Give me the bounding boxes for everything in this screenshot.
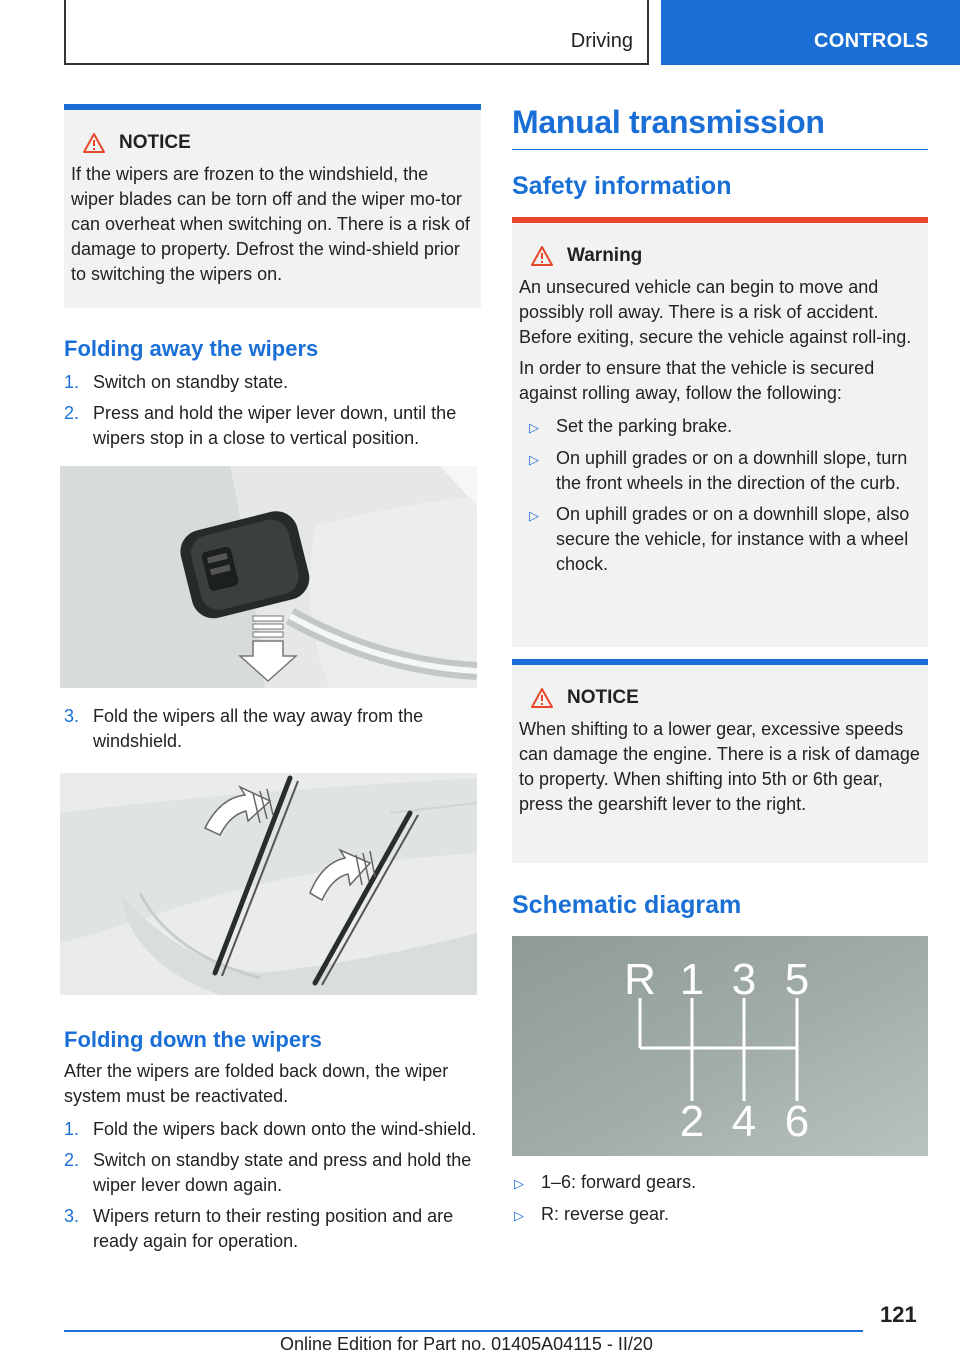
footer-edition: Online Edition for Part no. 01405A04115 - II/20 (280, 1334, 653, 1354)
gear-label-3: 3 (731, 955, 757, 1004)
right-column (512, 104, 928, 1234)
folding-down-intro: After the wipers are folded back down, the wiper system must be reactivated. (64, 1061, 449, 1106)
notice-title: NOTICE (519, 687, 920, 709)
notice-title: NOTICE (71, 132, 473, 154)
list-item: 3. Wipers return to their resting position and are ready again for operation. (64, 1206, 454, 1251)
list-item: 2. Press and hold the wiper lever down, until the wipers stop in a close to vertical position. (64, 403, 457, 448)
notice-box-shifting (512, 659, 928, 863)
list-item: ▷ 1–6: forward gears. (512, 1170, 928, 1196)
warning-bullets (519, 414, 920, 577)
list-item: ▷ On uphill grades or on a downhill slope, also secure the vehicle, for instance with a wheel chock. (527, 502, 920, 577)
header-section-box (64, 0, 649, 65)
gear-label-r: R (624, 955, 656, 1004)
header-section-label: Driving (570, 30, 633, 52)
folding-down-steps (64, 1117, 481, 1254)
notice-text: If the wipers are frozen to the windshield, the wiper blades can be torn off and the wiper mo-tor can overheat when switching on. There is a risk of damage to property. Defrost the wind-shield prior to switching the wipers on. (71, 164, 470, 284)
header-chapter-tab: CONTROLS (661, 0, 960, 65)
list-item: ▷ R: reverse gear. (512, 1202, 928, 1228)
gear-legend (512, 1170, 928, 1228)
list-item: 2. Switch on standby state and press and hold the wiper lever down again. (64, 1150, 472, 1195)
gear-label-5: 5 (784, 955, 810, 1004)
warning-box (512, 217, 928, 647)
list-item: 1. Switch on standby state. (64, 372, 289, 392)
gear-label-4: 4 (731, 1097, 757, 1146)
warning-title: Warning (519, 245, 920, 267)
notice-box-wipers (64, 104, 481, 308)
bullet-triangle-icon: ▷ (514, 1176, 524, 1191)
folding-away-steps (64, 370, 481, 451)
list-item: ▷ On uphill grades or on a downhill slope, turn the front wheels in the direction of the curb. (527, 446, 920, 496)
list-item: 1. Fold the wipers back down onto the wind-shield. (64, 1119, 477, 1139)
page-number: 121 (880, 1302, 917, 1327)
warning-triangle-icon (531, 246, 553, 266)
heading-folding-down: Folding down the wipers (64, 1027, 322, 1052)
wiper-lever-illustration (60, 466, 477, 688)
bullet-triangle-icon: ▷ (514, 1208, 524, 1223)
folding-away-steps-cont (64, 704, 481, 754)
left-column (64, 104, 481, 1260)
heading-safety-information: Safety information (512, 172, 732, 200)
windshield-wipers-illustration (60, 773, 477, 995)
warning-text: An unsecured vehicle can begin to move and possibly roll away. There is a risk of accident. Before exiting, secure the vehicle against roll-ing. (519, 277, 912, 347)
gear-label-6: 6 (784, 1097, 810, 1146)
bullet-triangle-icon: ▷ (529, 508, 539, 523)
warning-triangle-icon (531, 688, 553, 708)
bullet-triangle-icon: ▷ (529, 452, 539, 467)
list-item: ▷ Set the parking brake. (527, 414, 920, 440)
heading-folding-away: Folding away the wipers (64, 336, 319, 361)
shift-pattern-diagram (512, 936, 928, 1156)
list-item: 3. Fold the wipers all the way away from the windshield. (64, 706, 424, 751)
heading-schematic-diagram: Schematic diagram (512, 891, 742, 919)
warning-text-2: In order to ensure that the vehicle is secured against rolling away, follow the following: (519, 358, 875, 403)
footer-divider (64, 1330, 863, 1332)
warning-triangle-icon (83, 133, 105, 153)
page-title: Manual transmission (512, 104, 928, 150)
gear-label-1: 1 (679, 955, 705, 1004)
gear-label-2: 2 (679, 1097, 705, 1146)
bullet-triangle-icon: ▷ (529, 420, 539, 435)
notice-text: When shifting to a lower gear, excessive speeds can damage the engine. There is a risk of damage to property. When shifting into 5th or 6th gear, press the gearshift lever to the right. (519, 719, 920, 814)
